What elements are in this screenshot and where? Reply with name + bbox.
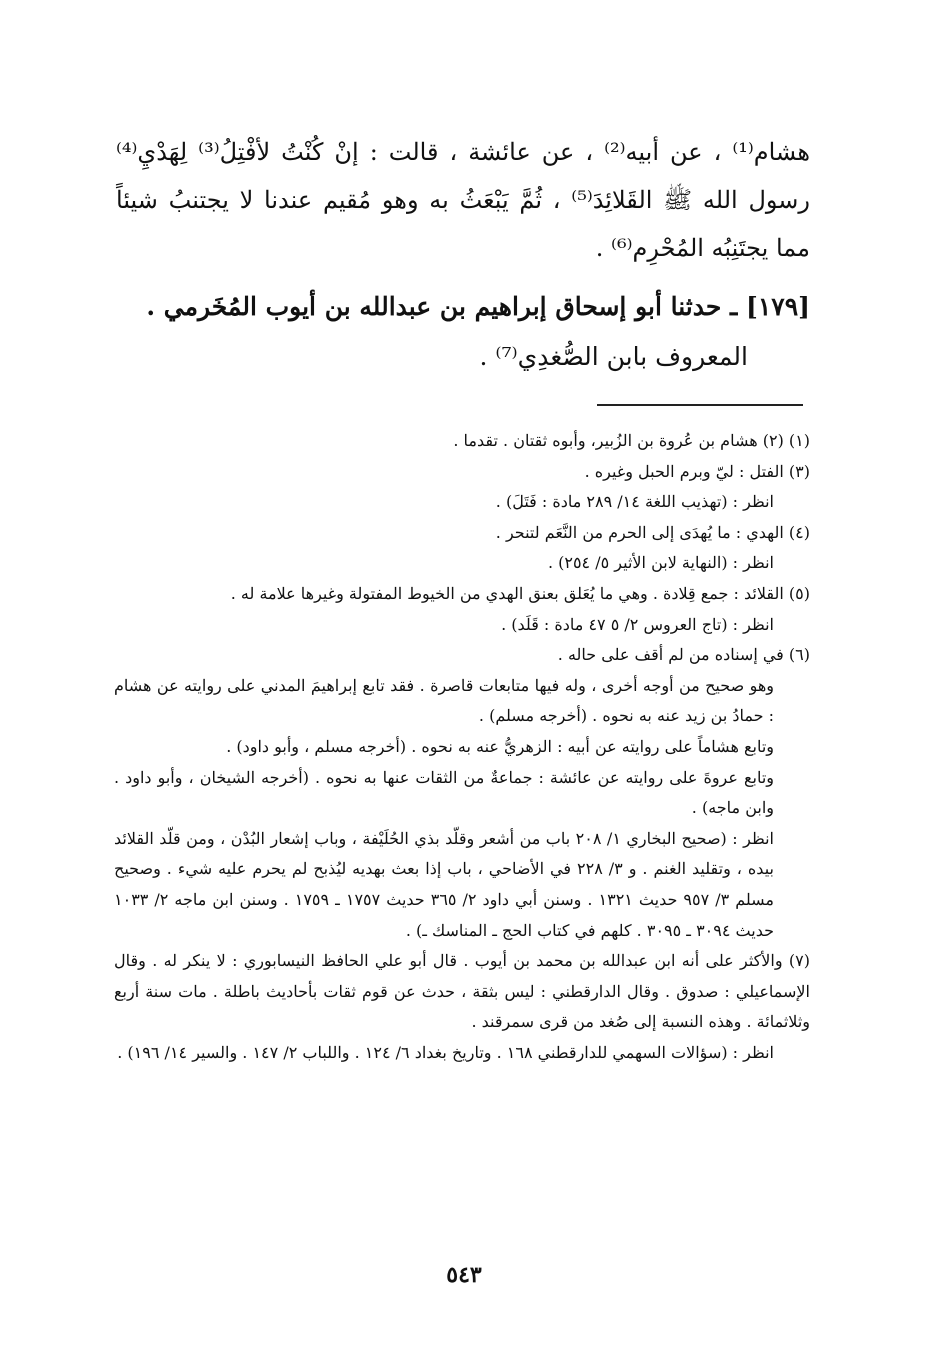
footnote-6-follow-1: وتابع هشاماً على روايته عن أبيه : الزهريُّ عنه به نحوه . (أخرجه مسلم ، وأبو داود) . [226, 736, 774, 756]
footnote-6-ref: انظر : (صحيح البخاري ١/ ٢٠٨ باب من أشعر وقلّد بذي الحُلَيْفة ، وباب إشعار البُدْن ، ومن قلّد القلائد بيده ، وتقليد الغنم . و ٣/ ٢٢٨ في الأضاحي ، باب إذا بعث بهديه ليُذبح لم يحرم عليه شيء . وصحيح مسلم ٣/ ٩٥٧ حديث ١٣٢١ . وسنن أبي داود ٢/ ٣٦٥ حديث ١٧٥٧ ـ ١٧٥٩ . وسنن ابن ماجه ٢/ ١٠٣٣ حديث ٣٠٩٤ ـ ٣٠٩٥ . كلهم في كتاب الحج ـ المناسك ـ) . [114, 828, 774, 940]
footnote-1-2: (١) (٢) هشام بن عُروة بن الزُبير، وأبوه ثقتان . تقدما . [453, 431, 810, 450]
footnote-6-follow-2: وتابع عروةَ على روايته عن عائشة : جماعةٌ من الثقات عنها به نحوه . (أخرجه الشيخان ، وأبو داود . وابن ماجه) . [114, 767, 774, 818]
footnote-3: (٣) الفتل : ليّ وبرم الحبل وغيره . [584, 461, 810, 481]
hadith-narrator-alias: المعروف بابن الصُّغدِي⁽⁷⁾ . [479, 342, 748, 371]
footnote-3-ref: انظر : (تهذيب اللغة ١٤/ ٢٨٩ مادة : فَتَلَ) . [495, 492, 774, 512]
footnote-5-ref: انظر : (تاج العروس ٢/ ٥ ٤٧ مادة : قَلَد) . [501, 614, 774, 634]
footnote-6: (٦) في إسناده من لم أقف على حاله . [557, 645, 810, 665]
footnote-4: (٤) الهدي : ما يُهدَى إلى الحرم من النَّعَم لتنحر . [495, 522, 810, 542]
hadith-heading [116, 282, 810, 382]
footnote-7: (٧) والأكثر على أنه ابن عبدالله بن محمد بن أيوب . قال أبو علي الحافظ النيسابوري : لا ينكر له . وقال الإسماعيلي : صدوق . وقال الدارقطني : ليس بثقة ، حدث عن قوم ثقات بأحاديث باطلة . مات سنة أربع وثلاثمائة . وهذه النسبة إلى صُغد من قرى سمرقند . [114, 951, 811, 1032]
footnote-5: (٥) القلائد : جمع قِلادة . وهي ما يُعَلق بعنق الهدي من الخيوط المفتولة وغيرها علامة له . [230, 583, 810, 603]
hadith-narration-line: [١٧٩] ـ حدثنا أبو إسحاق إبراهيم بن عبدالله بن أيوب المُخَرمي . [146, 292, 810, 321]
footnote-divider [597, 404, 803, 406]
page-number: ٥٤٣ [446, 1262, 482, 1288]
footnote-7-ref: انظر : (سؤالات السهمي للدارقطني ١٦٨ . وتاريخ بغداد ٦/ ١٢٤ . واللباب ٢/ ١٤٧ . والسير ١٤/ ١٩٦) . [117, 1042, 774, 1062]
main-text-block [116, 128, 810, 272]
footnote-6-body: وهو صحيح من أوجه أخرى ، وله فيها متابعات قاصرة . فقد تابع إبراهيمَ المدني على روايته عن هشام : حمادُ بن زيد عنه به نحوه . (أخرجه مسلم) . [114, 675, 774, 726]
footnotes-block [114, 426, 810, 1068]
main-paragraph: هشام⁽¹⁾ ، عن أبيه⁽²⁾ ، عن عائشة ، قالت : إنْ كُنْتُ لأفْتِلُ⁽³⁾ لِهَدْيِ⁽⁴⁾ رسول الله ﷺ القَلائِدَ⁽⁵⁾ ، ثُمَّ يَبْعَثُ به وهو مُقيم عندنا لا يجتنبُ شيئاً مما يجتَنِبُه المُحْرِم⁽⁶⁾ . [116, 138, 810, 262]
footnote-4-ref: انظر : (النهاية لابن الأثير ٥/ ٢٥٤) . [547, 553, 774, 573]
